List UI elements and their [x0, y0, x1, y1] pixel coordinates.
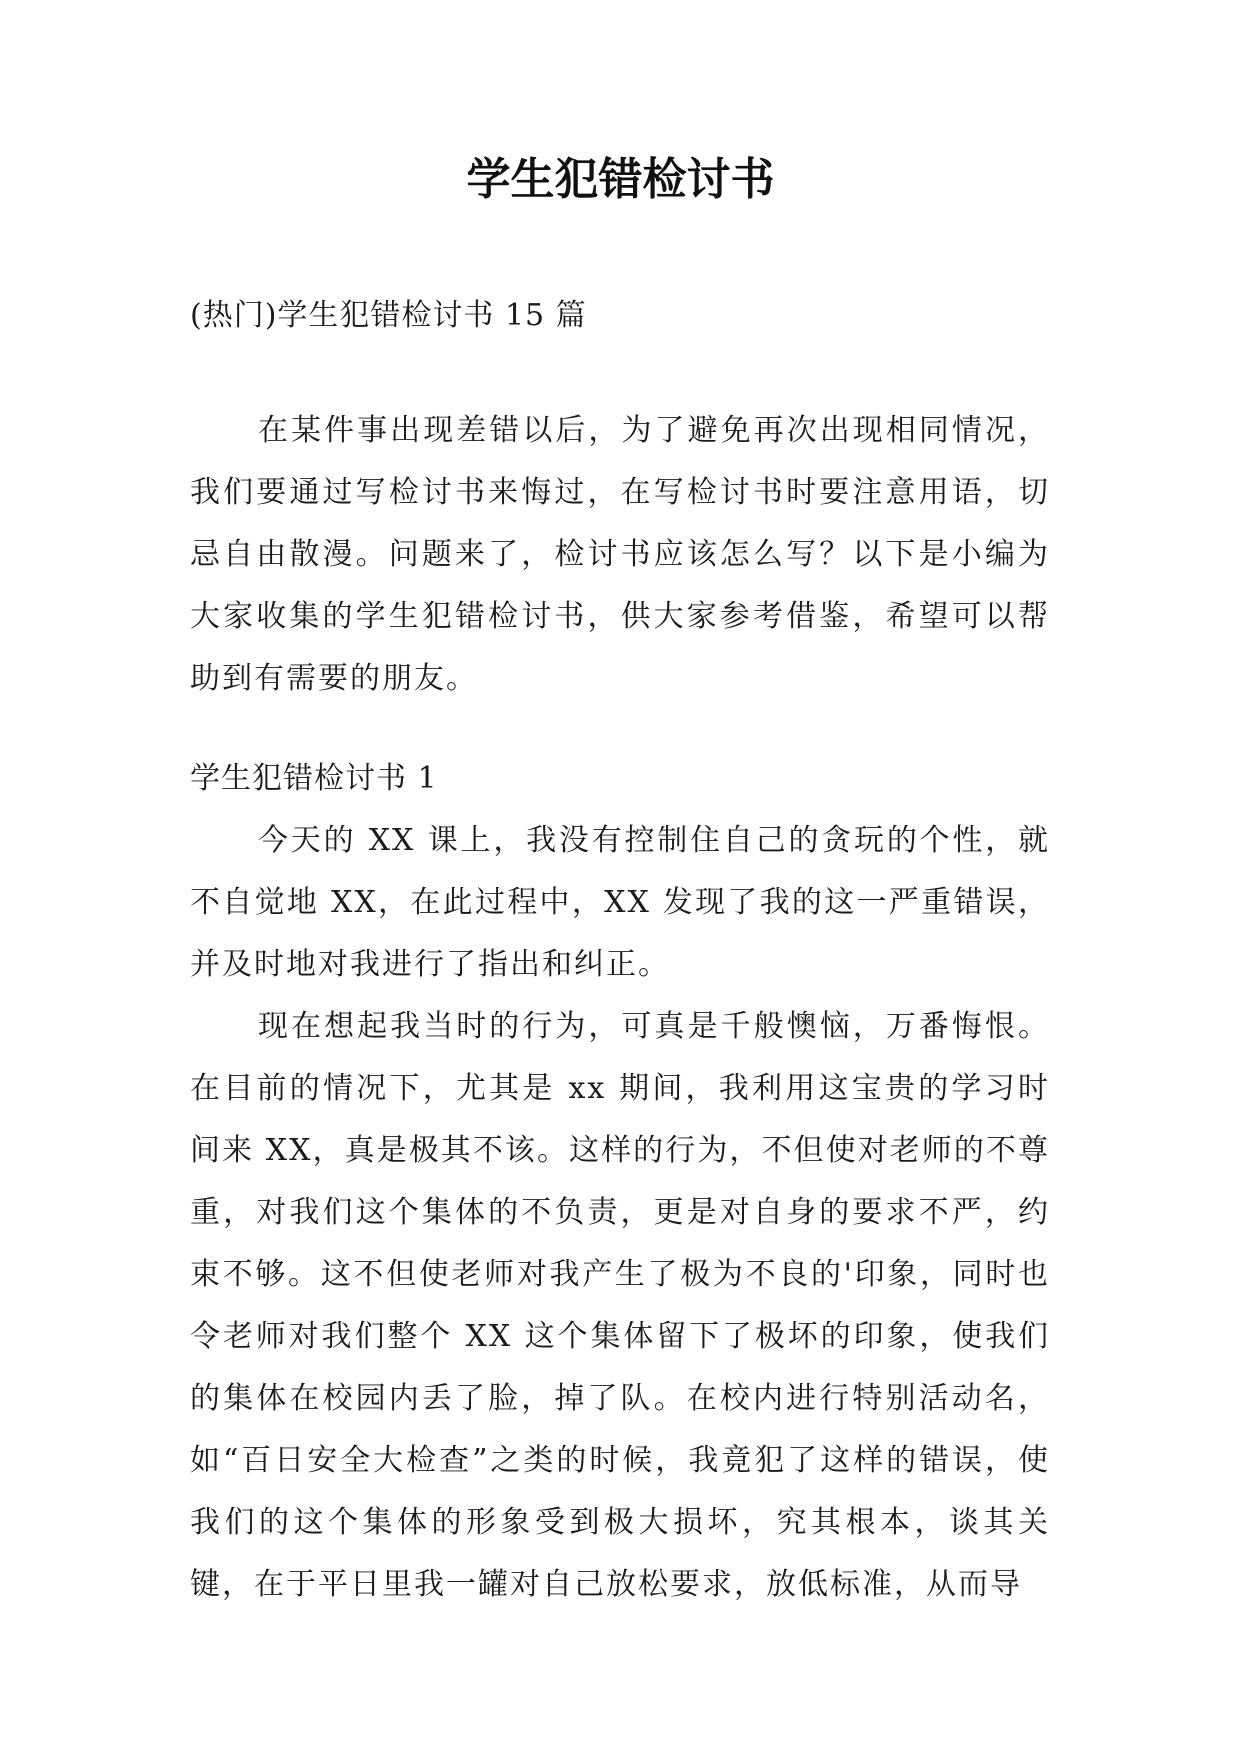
section-1-heading: 学生犯错检讨书 1: [190, 761, 438, 796]
document-title: 学生犯错检讨书: [466, 154, 775, 205]
intro-paragraph: 在某件事出现差错以后，为了避免再次出现相同情况，我们要通过写检讨书来悔过，在写检讨书时要注意用语，切忌自由散漫。问题来了，检讨书应该怎么写？以下是小编为大家收集的学生犯错检讨书，供大家参考借鉴，希望可以帮助到有需要的朋友。: [190, 413, 1050, 696]
section-1-paragraph-2: 现在想起我当时的行为，可真是千般懊恼，万番悔恨。在目前的情况下，尤其是 xx 期间，我利用这宝贵的学习时间来 XX，真是极其不该。这样的行为，不但使对老师的不尊重，对我们这个集体的不负责，更是对自身的要求不严，约束不够。这不但使老师对我产生了极为不良的'印象，同时也令老师对我们整个 XX 这个集体留下了极坏的印象，使我们的集体在校园内丢了脸，掉了队。在校内进行特别活动名，如“百日安全大检查”之类的时候，我竟犯了这样的错误，使我们的这个集体的形象受到极大损坏，究其根本，谈其关键，在于平日里我一罐对自己放松要求，放低标准，从而导: [190, 1009, 1050, 1602]
document-subtitle-block: [190, 285, 1050, 347]
section-1: [190, 748, 1050, 1616]
section-1-paragraph-1: 今天的 XX 课上，我没有控制住自己的贪玩的个性，就不自觉地 XX，在此过程中，XX 发现了我的这一严重错误，并及时地对我进行了指出和纠正。: [190, 823, 1050, 982]
document-subtitle: (热门)学生犯错检讨书 15 篇: [190, 298, 587, 333]
intro-block: [190, 400, 1050, 710]
